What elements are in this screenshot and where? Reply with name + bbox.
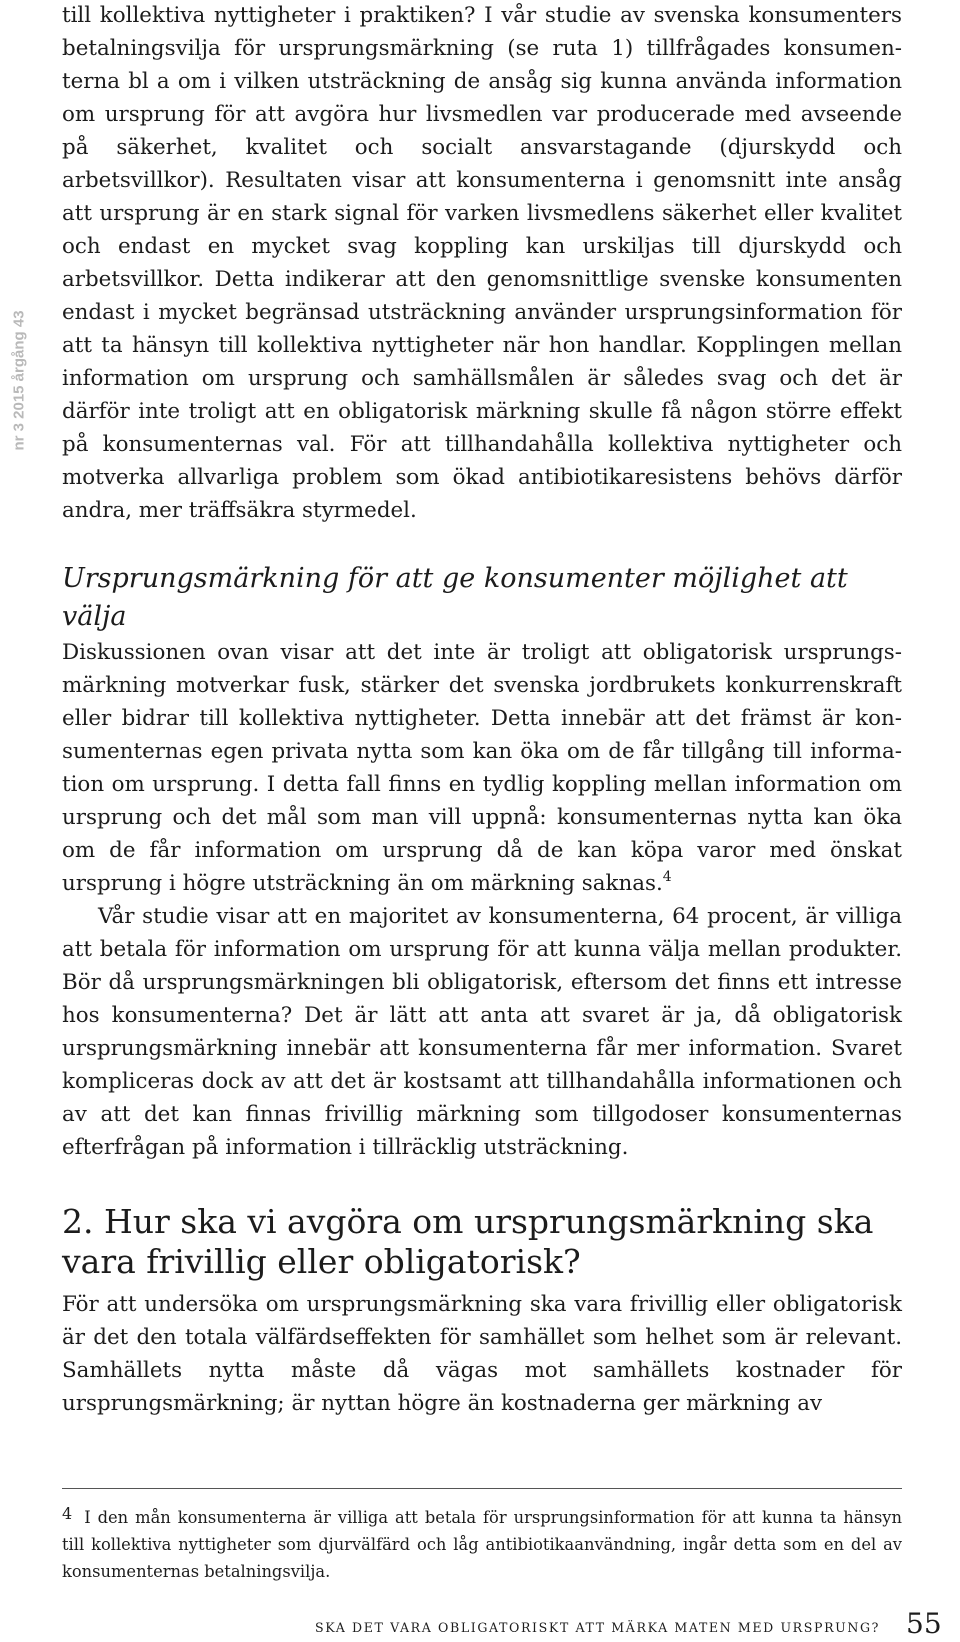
body-paragraph (62, 636, 902, 900)
footnote (62, 1500, 902, 1585)
page-number: 55 (906, 1607, 942, 1640)
footnote-divider (62, 1488, 902, 1489)
running-head: SKA DET VARA OBLIGATORISKT ATT MÄRKA MATEN MED URSPRUNG? (315, 1620, 880, 1635)
paragraph-text: Diskussionen ovan visar att det inte är troligt att obligatorisk ursprungsmärkning motverkar fusk, stärker det svenska jordbrukets konkurrenskraft eller bidrar till kollektiva nyttigheter. Detta innebär att det främst är konsumenternas egen privata nytta som kan öka om de får tillgång till information om ursprung. I detta fall finns en tydlig koppling mellan information om ursprung och det mål som man vill uppnå: konsumenternas nytta kan öka om de får information om ursprung då de kan köpa varor med önskat ursprung i högre utsträckning än om märkning saknas. (62, 640, 902, 896)
section-heading: 2. Hur ska vi avgöra om ursprungsmärkning ska vara frivillig eller obligatorisk? (62, 1202, 874, 1281)
subheading: Ursprungsmärkning för att ge konsumenter möjlighet att välja (62, 563, 848, 632)
body-paragraph: till kollektiva nyttigheter i praktiken? I vår studie av svenska konsumenters betalningsvilja för ursprungsmärkning (se ruta 1) tillfrågades konsumenterna bl a om i vilken utsträckning de ansåg sig kunna använda information om ursprung för att avgöra hur livsmedlen var producerade med avseende på säkerhet, kvalitet och socialt ansvarstagande (djurskydd och arbetsvillkor). Resultaten visar att konsumenterna i genomsnitt inte ansåg att ursprung är en stark signal för varken livsmedlens säkerhet eller kvalitet och endast en mycket svag koppling kan urskiljas till djurskydd och arbetsvillkor. Detta indikerar att den genomsnittlige svenske konsumenten endast i mycket begränsad utsträckning använder ursprungsinformation för att ta hänsyn till kollektiva nyttigheter när hon handlar. Kopplingen mellan information om ursprung och samhällsmålen är således svag och det är därför inte troligt att en obligatorisk märkning skulle få någon större effekt på konsumenternas val. För att tillhandahålla kollektiva nyttigheter och motverka allvarliga problem som ökad antibiotikaresistens behövs därför andra, mer träffsäkra styrmedel. (62, 3, 902, 523)
issue-label: nr 3 2015 årgång 43 (10, 309, 28, 451)
article-body (62, 0, 902, 1420)
footnote-reference[interactable]: 4 (662, 869, 672, 885)
footnote-text: I den mån konsumenterna är villiga att betala för ursprungsinformation för att kunna ta hänsyn till kollektiva nyttigheter som djurvälfärd och låg antibiotikaanvändning, ingår detta som en del av konsumenternas betalningsvilja. (62, 1508, 902, 1581)
body-paragraph: Vår studie visar att en majoritet av konsumenterna, 64 procent, är villiga att betala för information om ursprung för att kunna välja mellan produkter. Bör då ursprungsmärkningen bli obligatorisk, eftersom det finns ett intresse hos konsumenterna? Det är lätt att anta att svaret är ja, då obligatorisk ursprungsmärkning innebär att konsumenterna får mer information. Svaret kompliceras dock av att det är kostsamt att tillhandahålla informationen och av att det kan finnas frivillig märkning som tillgodoser konsumenternas efterfrågan på information i tillräcklig utsträckning. (62, 904, 902, 1160)
footnote-number: 4 (62, 1504, 73, 1523)
body-paragraph: För att undersöka om ursprungsmärkning ska vara frivillig eller obligatorisk är det den totala välfärdseffekten för samhället som helhet som är relevant. Samhällets nytta måste då vägas mot samhällets kostnader för ursprungsmärkning; är nyttan högre än kostnaderna ger märkning av (62, 1292, 902, 1416)
issue-sidebar (4, 280, 34, 480)
